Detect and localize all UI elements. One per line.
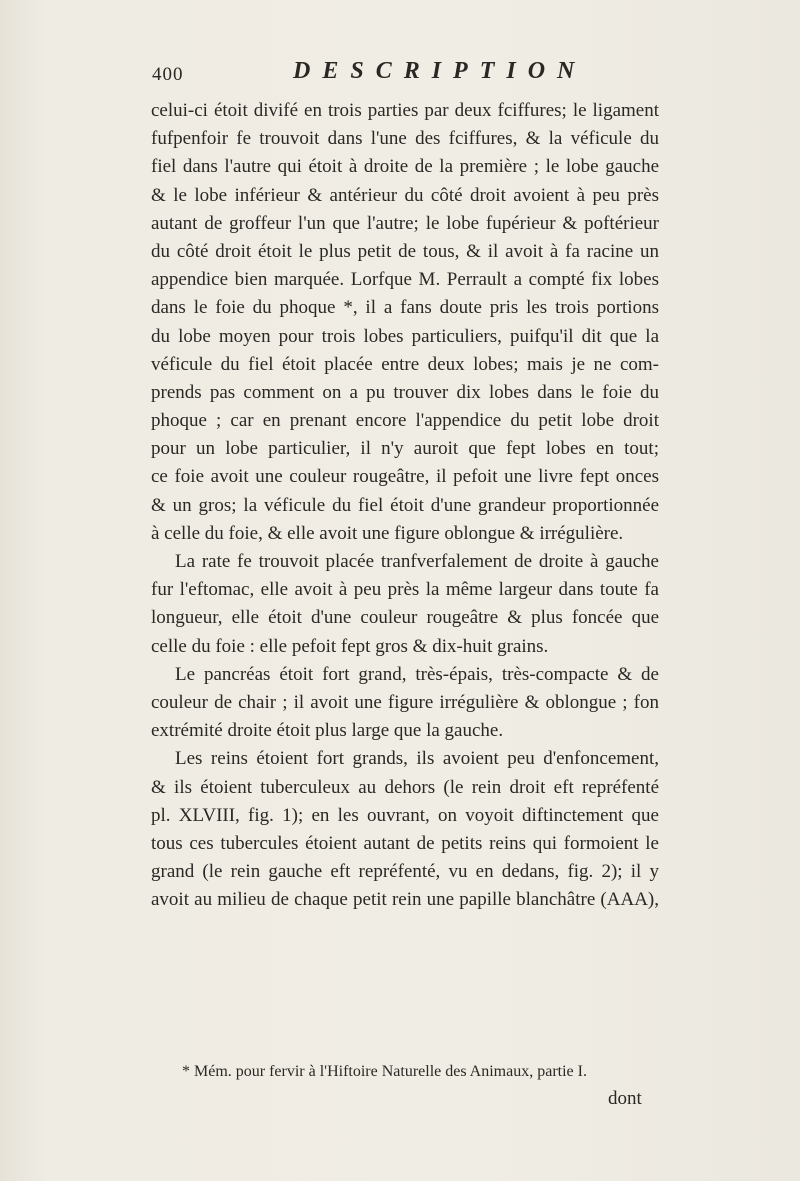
text-line: pour un lobe particulier, il n'y auroit que fept lobes en tout;: [151, 438, 659, 460]
text-line: dans le foie du phoque *, il a fans doute pris les trois portions: [151, 297, 659, 319]
text-line: prends pas comment on a pu trouver dix lobes dans le foie du: [151, 381, 659, 403]
text-line: & le lobe inférieur & antérieur du côté droit avoient à peu près: [151, 184, 659, 206]
text-line: couleur de chair ; il avoit une figure irrégulière & oblongue ; fon: [151, 691, 659, 713]
text-line: celui-ci étoit divifé en trois parties par deux fciffures; le ligament: [151, 100, 659, 121]
text-line: Le pancréas étoit fort grand, très-épais, très-compacte & de: [175, 663, 659, 685]
text-line: tous ces tubercules étoient autant de petits reins qui formoient le: [151, 832, 659, 854]
text-line: grand (le rein gauche eft repréfenté, vu en dedans, fig. 2); il y: [151, 861, 659, 883]
text-line: fiel dans l'autre qui étoit à droite de la première ; le lobe gauche: [151, 156, 659, 178]
text-line: véficule du fiel étoit placée entre deux lobes; mais je ne com-: [151, 353, 659, 375]
text-line: pl. XLVIII, fig. 1); en les ouvrant, on voyoit diftinctement que: [151, 804, 659, 826]
text-line: du lobe moyen pour trois lobes particuliers, puifqu'il dit que la: [151, 325, 659, 347]
page-header: [0, 58, 800, 98]
body-text: [151, 97, 659, 914]
text-line: extrémité droite étoit plus large que la gauche.: [151, 720, 504, 742]
catchword: dont: [608, 1088, 642, 1109]
text-line: fufpenfoir fe trouvoit dans l'une des fciffures, & la véficule du: [151, 128, 659, 150]
text-line: avoit au milieu de chaque petit rein une papille blanchâtre (AAA),: [151, 889, 659, 911]
text-line: appendice bien marquée. Lorfque M. Perrault a compté fix lobes: [151, 269, 659, 291]
text-line: à celle du foie, & elle avoit une figure oblongue & irrégulière.: [151, 522, 624, 544]
text-line: du côté droit étoit le plus petit de tous, & il avoit à fa racine un: [151, 240, 659, 262]
text-line: longueur, elle étoit d'une couleur rougeâtre & plus foncée que: [151, 607, 659, 629]
text-line: La rate fe trouvoit placée tranfverfalement de droite à gauche: [175, 551, 659, 572]
text-line: phoque ; car en prenant encore l'appendice du petit lobe droit: [151, 410, 659, 432]
footnote: * Mém. pour fervir à l'Hiftoire Naturelle des Animaux, partie I.: [182, 1063, 587, 1080]
running-title: DESCRIPTION: [293, 58, 587, 84]
text-line: Les reins étoient fort grands, ils avoient peu d'enfoncement,: [175, 748, 659, 770]
text-line: fur l'eftomac, elle avoit à peu près la même largeur dans toute fa: [151, 579, 659, 601]
text-line: autant de groffeur l'un que l'autre; le lobe fupérieur & poftérieur: [151, 212, 659, 234]
text-line: & ils étoient tuberculeux au dehors (le rein droit eft repréfenté: [151, 776, 659, 798]
text-line: celle du foie : elle pefoit fept gros & dix-huit grains.: [151, 635, 549, 657]
text-line: ce foie avoit une couleur rougeâtre, il pefoit une livre fept onces: [151, 466, 659, 488]
text-line: & un gros; la véficule du fiel étoit d'une grandeur proportionnée: [151, 494, 659, 516]
page-number: 400: [152, 64, 184, 85]
